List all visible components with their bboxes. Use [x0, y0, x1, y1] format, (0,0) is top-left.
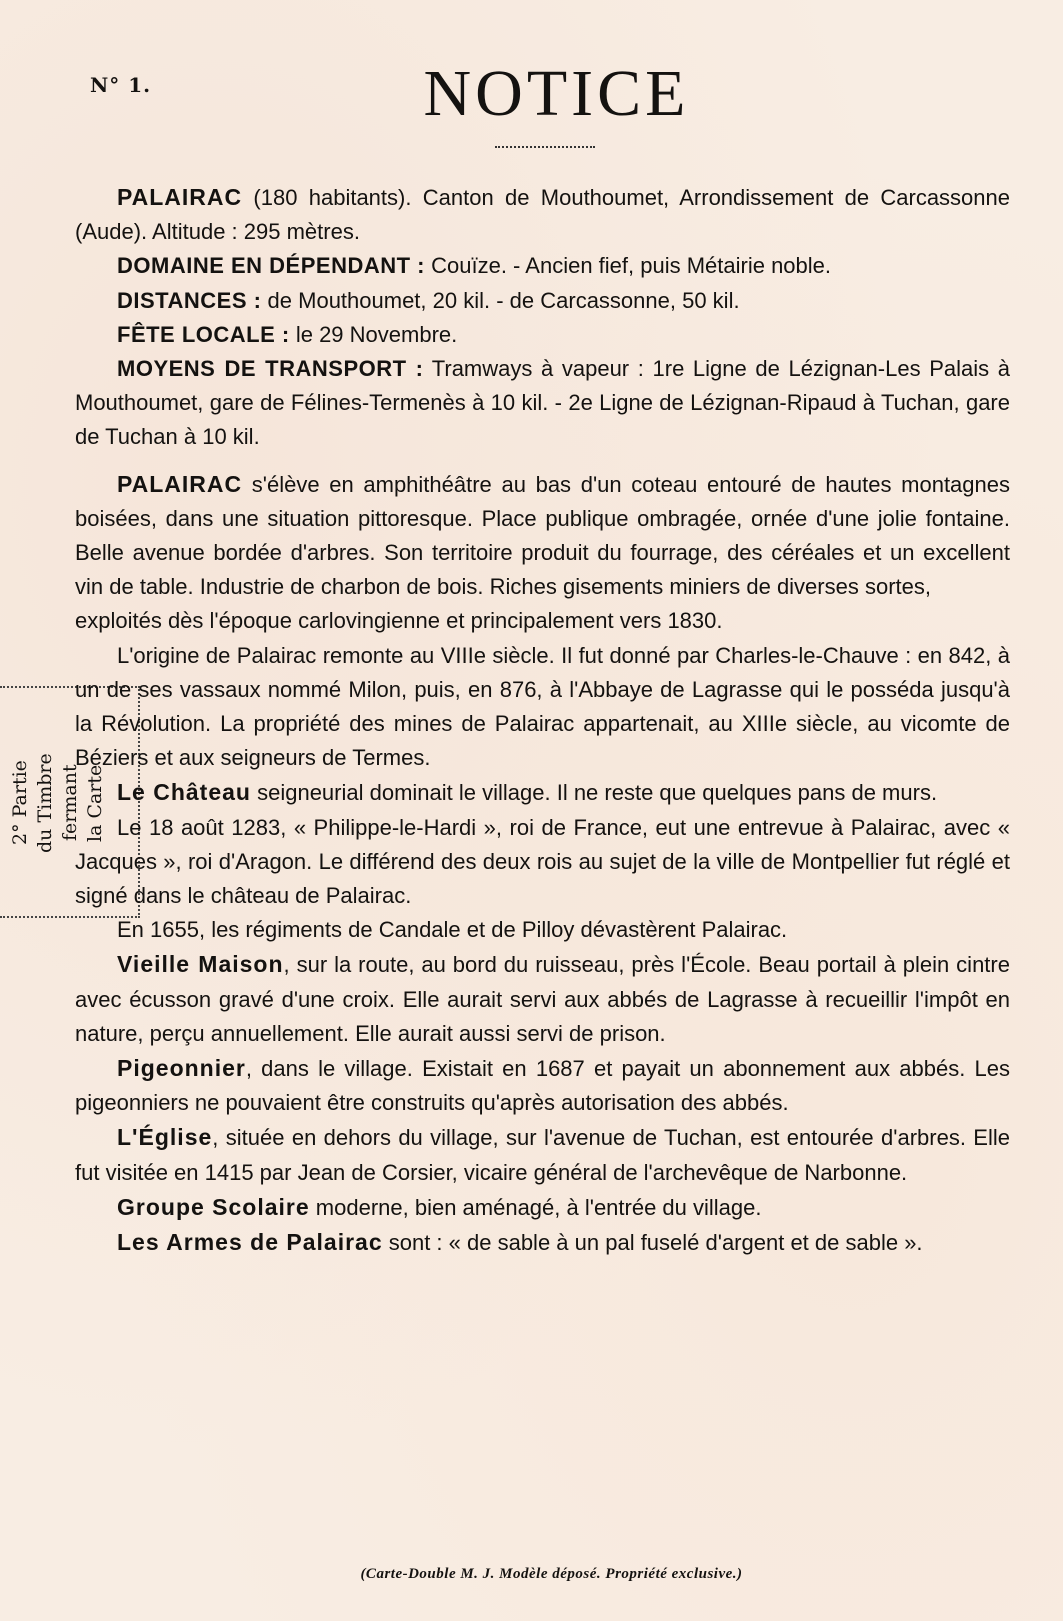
origin-paragraph: L'origine de Palairac remonte au VIIIe siècle. Il fut donné par Charles-le-Chauve : en 842, à un de ses vassaux nommé Milon, puis, en 876, à l'Abbaye de Lagrasse qui le posséda jusqu'à la Révolution. La propriété des mines de Palairac appartenait, au XIIIe siècle, au vicomte de Béziers et aux seigneurs de Termes.	[75, 642, 1010, 771]
armes-paragraph	[75, 1225, 1010, 1260]
eglise-text: , située en dehors du village, sur l'avenue de Tuchan, est entourée d'arbres. Elle fut visitée en 1415 par Jean de Corsier, vicaire général de l'archevêque de Narbonne.	[75, 1125, 1010, 1185]
groupe-lead: Groupe Scolaire	[117, 1193, 310, 1220]
eglise-paragraph	[75, 1120, 1010, 1189]
groupe-text: moderne, bien aménagé, à l'entrée du village.	[309, 1194, 762, 1220]
stamp-line: 2° Partie	[9, 760, 31, 846]
fete-value: le 29 Novembre.	[289, 321, 458, 347]
maison-paragraph	[75, 947, 1010, 1051]
stamp-line: fermant	[59, 764, 81, 842]
stamp-line: du Timbre	[34, 753, 56, 853]
pigeonnier-paragraph	[75, 1051, 1010, 1120]
armes-text: sont : « de sable à un pal fuselé d'argent et de sable ».	[382, 1230, 923, 1256]
armes-lead: Les Armes de Palairac	[117, 1229, 383, 1256]
stamp-line: la Carte	[84, 764, 106, 842]
fete-line	[75, 318, 1010, 352]
chateau-lead: Le Château	[117, 779, 251, 806]
fete-label: FÊTE LOCALE :	[117, 321, 290, 347]
groupe-paragraph	[75, 1190, 1010, 1225]
notice-number: N° 1.	[90, 73, 152, 97]
maison-text: , sur la route, au bord du ruisseau, près l'École. Beau portail à plein cintre avec écusson gravé d'une croix. Elle aurait servi aux abbés de Lagrasse à recueillir l'impôt en nature, perçu annuellement. Elle aurait aussi servi de prison.	[75, 952, 1010, 1046]
distances-label: DISTANCES :	[117, 287, 262, 313]
description-paragraph	[75, 467, 1010, 605]
distances-value: de Mouthoumet, 20 kil. - de Carcassonne, 50 kil.	[261, 287, 740, 313]
notice-body	[75, 180, 1010, 1260]
history-paragraph: Le 18 août 1283, « Philippe-le-Hardi », roi de France, eut une entrevue à Palairac, avec « Jacques », roi d'Aragon. Le différend des deux rois au sujet de la ville de Montpellier fut réglé et signé dans le château de Palairac.	[75, 814, 1010, 909]
maison-lead: Vieille Maison	[117, 951, 284, 978]
description-lead: PALAIRAC	[117, 470, 243, 497]
page-title: NOTICE	[423, 57, 690, 130]
intro-paragraph	[75, 180, 1010, 249]
domaine-label: DOMAINE EN DÉPENDANT :	[117, 253, 426, 279]
regiments-paragraph: En 1655, les régiments de Candale et de Pilloy dévastèrent Palairac.	[117, 917, 788, 943]
chateau-paragraph	[75, 775, 1010, 810]
transport-line	[75, 352, 1010, 455]
transport-value: Tramways à vapeur : 1re Ligne de Lézignan-Les Palais à Mouthoumet, gare de Félines-Termenès à 10 kil. - 2e Ligne de Lézignan-Ripaud à Tuchan, gare de Tuchan à 10 kil.	[75, 356, 1010, 450]
pigeonnier-text: , dans le village. Existait en 1687 et payait un abonnement aux abbés. Les pigeonniers ne pouvaient être construits qu'après autorisation des abbés.	[75, 1056, 1010, 1116]
town-name: PALAIRAC	[117, 184, 243, 210]
title-divider	[495, 146, 595, 150]
description-text: s'élève en amphithéâtre au bas d'un coteau entouré de hautes montagnes boisées, dans une situation pittoresque. Place publique ombragée, ornée d'une jolie fontaine. Belle avenue bordée d'arbres. Son territoire produit du fourrage, des céréales et un excellent vin de table. Industrie de charbon de bois. Riches gisements miniers de diverses sortes,	[75, 471, 1010, 600]
distances-line	[75, 284, 1010, 318]
domaine-value: Couïze. - Ancien fief, puis Métairie noble.	[425, 253, 832, 279]
pigeonnier-lead: Pigeonnier	[117, 1055, 246, 1082]
description-inset-line: exploités dès l'époque carlovingienne et principalement vers 1830.	[75, 608, 723, 634]
transport-label: MOYENS DE TRANSPORT :	[117, 356, 424, 382]
chateau-text: seigneurial dominait le village. Il ne reste que quelques pans de murs.	[250, 780, 938, 806]
intro-text: (180 habitants). Canton de Mouthoumet, Arrondissement de Carcassonne (Aude). Altitude : 295 mètres.	[75, 185, 1010, 245]
footer-note: (Carte-Double M. J. Modèle déposé. Propriété exclusive.)	[360, 1566, 743, 1582]
eglise-lead: L'Église	[117, 1124, 213, 1151]
domaine-line	[75, 249, 1010, 283]
